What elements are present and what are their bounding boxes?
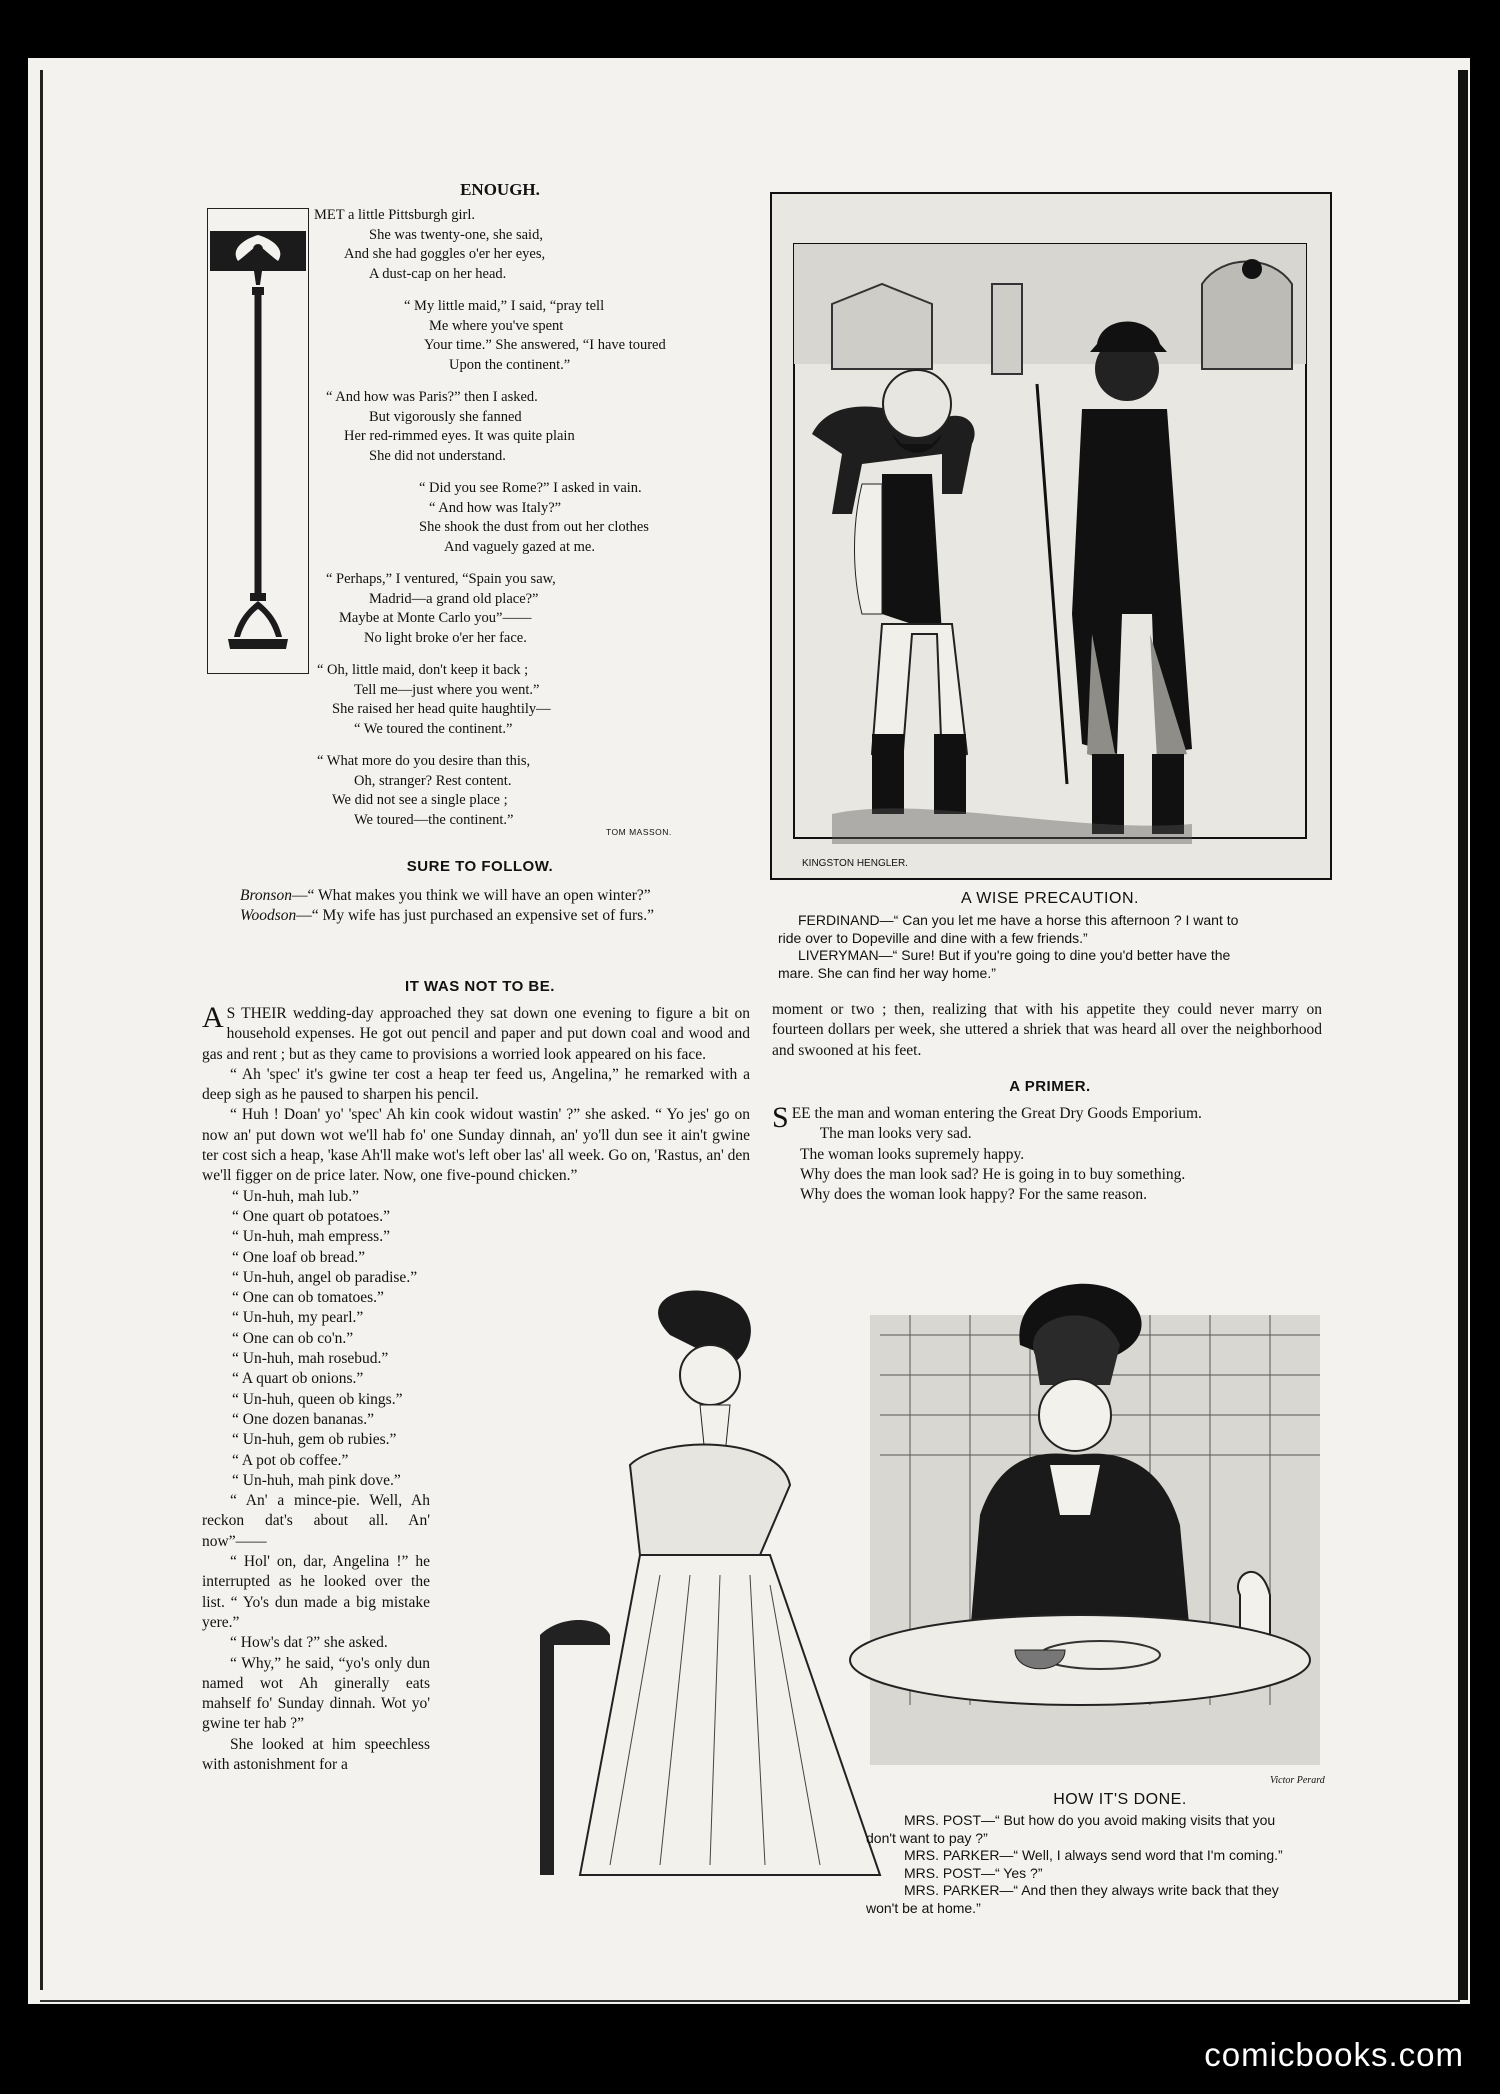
caption-line: MRS. PARKER—“ Well, I always send word that I'm coming.”	[904, 1847, 1283, 1863]
dialogue-line: “ Un-huh, gem ob rubies.”	[232, 1431, 397, 1449]
poem-line: “ Did you see Rome?” I asked in vain.	[419, 480, 642, 496]
dialogue-line: “ Un-huh, my pearl.”	[232, 1309, 364, 1327]
lamp-ornament-icon	[208, 209, 308, 673]
notbe-paragraph: “ Huh ! Doan' yo' 'spec' Ah kin cook widout wastin' ?” she asked. “ Yo jes' go on now an' put down wot we'll hab fo' one Sunday dinnah, an' yo'll dun see it ain't gwine ter cost sich a heap, 'kase Ah'll make wot's left ober las' all week. Go on, 'Rastus, an' den we'll figger on de price later. Now, one five-pound chicken.”	[202, 1106, 750, 1185]
dialogue-line: “ A quart ob onions.”	[232, 1370, 364, 1388]
speaker-name: Woodson	[240, 907, 297, 925]
page-edge-bottom	[40, 2000, 1460, 2002]
dialogue-line: “ One can ob co'n.”	[232, 1329, 354, 1347]
wise-title: A WISE PRECAUTION.	[961, 890, 1139, 907]
speaker-name: Bronson	[240, 887, 292, 904]
drop-cap: A	[202, 1001, 224, 1034]
poem-line: Me where you've spent	[429, 317, 564, 334]
poem-line: And she had goggles o'er her eyes,	[344, 246, 546, 262]
artist-signature: KINGSTON HENGLER.	[802, 858, 908, 869]
dialogue-line: “ Un-huh, mah empress.”	[232, 1228, 390, 1246]
primer-paragraph: The man looks very sad.	[819, 1125, 972, 1143]
sure-title: SURE TO FOLLOW.	[406, 858, 554, 875]
dialogue-line: “ A pot ob coffee.”	[232, 1451, 349, 1469]
primer-paragraph: The woman looks supremely happy.	[800, 1145, 1025, 1163]
notbe-paragraph: “ Why,” he said, “yo's only dun named wot Ah ginerally eats mahself fo' Sunday dinnah. Wot yo' gwine ter hab ?”	[202, 1654, 430, 1733]
dialogue-line: “ Un-huh, angel ob paradise.”	[232, 1268, 418, 1286]
caption-line: mare. She can find her way home.”	[778, 964, 996, 981]
sure-text	[202, 886, 727, 927]
caption-line: MRS. POST—“ Yes ?”	[904, 1864, 1043, 1881]
notbe-paragraph: “ An' a mince-pie. Well, Ah reckon dat's about all. An' now”——	[202, 1492, 430, 1550]
dialogue-line: “ Un-huh, mah rosebud.”	[232, 1350, 389, 1368]
narrow-column	[202, 1491, 430, 1775]
primer-paragraph: Why does the woman look happy? For the same reason.	[800, 1186, 1147, 1204]
wise-caption	[778, 912, 1338, 982]
poem-line: Upon the continent.”	[449, 356, 571, 373]
caption-line: won't be at home.”	[866, 1899, 981, 1916]
dialogue: —“ My wife has just purchased an expensive set of furs.”	[296, 907, 654, 925]
dialogue-line: “ Un-huh, mah pink dove.”	[232, 1471, 401, 1489]
stanza	[314, 661, 764, 739]
poem-line: “ And how was Italy?”	[429, 499, 562, 516]
poem-line: Tell me—just where you went.”	[354, 681, 540, 698]
ornament-column	[207, 208, 309, 674]
drop-cap: S	[772, 1101, 789, 1134]
page-edge-left	[40, 70, 43, 1990]
poem-line: Madrid—a grand old place?”	[369, 590, 539, 607]
dialogue-line: “ One loaf ob bread.”	[232, 1248, 365, 1266]
poem-line: MET a little Pittsburgh girl.	[314, 207, 475, 223]
dialogue-line: “ One can ob tomatoes.”	[232, 1289, 384, 1307]
stanza	[314, 297, 764, 375]
poem-line: She did not understand.	[369, 447, 506, 464]
poem-line: “ Perhaps,” I ventured, “Spain you saw,	[326, 571, 556, 587]
sure-paragraph	[202, 886, 727, 906]
poem-line: And vaguely gazed at me.	[444, 538, 595, 555]
dialogue-line: “ Un-huh, mah lub.”	[232, 1187, 359, 1205]
notbe-paragraph: “ How's dat ?” she asked.	[230, 1634, 388, 1652]
caption-line: don't want to pay ?”	[866, 1829, 988, 1846]
artist-signature: Victor Perard	[1270, 1775, 1325, 1786]
poem-line: A dust-cap on her head.	[369, 265, 507, 282]
enough-poem	[314, 206, 764, 843]
primer-paragraph: Why does the man look sad? He is going in to buy something.	[800, 1165, 1186, 1183]
poem-line: “ My little maid,” I said, “pray tell	[404, 298, 605, 314]
two-men-horse-illustration	[772, 194, 1330, 878]
how-caption	[866, 1812, 1336, 1917]
caption-line: ride over to Dopeville and dine with a few friends.”	[778, 929, 1088, 946]
poem-line: Her red-rimmed eyes. It was quite plain	[344, 428, 575, 444]
dialogue: —“ What makes you think we will have an open winter?”	[291, 887, 651, 904]
poem-line: She shook the dust from out her clothes	[419, 519, 649, 535]
notbe-paragraph: “ Ah 'spec' it's gwine ter cost a heap ter feed us, Angelina,” he remarked with a deep sigh as he paused to sharpen his pencil.	[202, 1065, 750, 1104]
poem-line: We did not see a single place ;	[332, 792, 508, 808]
dialogue-line: “ One quart ob potatoes.”	[232, 1207, 390, 1225]
notbe-paragraph: A S THEIR wedding-day approached they sat down one evening to figure a bit on household expenses. He got out pencil and paper and put down coal and wood and gas and rent ; but as they came to provisions a worried look appeared on his face.	[202, 1001, 750, 1063]
primer-body	[772, 1101, 1322, 1205]
poem-line: No light broke o'er her face.	[364, 629, 527, 646]
site-watermark: comicbooks.com	[1204, 2036, 1464, 2073]
wise-precaution-illustration	[770, 192, 1332, 880]
poem-line: Your time.” She answered, “I have toured	[424, 337, 666, 353]
poem-line: “ And how was Paris?” then I asked.	[326, 389, 538, 405]
stanza	[314, 570, 764, 648]
poem-line: We toured—the continent.”	[354, 811, 514, 828]
primer-title: A PRIMER.	[1009, 1078, 1091, 1095]
notbe-title: IT WAS NOT TO BE.	[405, 978, 555, 995]
poem-line: But vigorously she fanned	[369, 408, 522, 425]
stanza	[314, 206, 764, 284]
poem-line: She was twenty-one, she said,	[369, 226, 543, 243]
caption-line: MRS. POST—“ But how do you avoid making visits that you	[904, 1812, 1276, 1828]
poem-author: TOM MASSON.	[606, 827, 672, 837]
stanza	[314, 388, 764, 466]
caption-line: MRS. PARKER—“ And then they always write back that they	[904, 1882, 1279, 1898]
dialogue-line: “ One dozen bananas.”	[232, 1410, 375, 1428]
how-title: HOW IT'S DONE.	[1053, 1791, 1187, 1808]
caption-line: LIVERYMAN—“ Sure! But if you're going to dine you'd better have the	[798, 947, 1231, 963]
poem-line: Maybe at Monte Carlo you”——	[339, 610, 532, 626]
caption-line: FERDINAND—“ Can you let me have a horse this afternoon ? I want to	[798, 912, 1239, 928]
notbe-paragraph: She looked at him speechless with astonishment for a	[202, 1735, 430, 1773]
primer-paragraph: SEE the man and woman entering the Great Dry Goods Emporium.	[772, 1101, 1202, 1134]
dialogue-line: “ Un-huh, queen ob kings.”	[232, 1390, 403, 1408]
poem-line: Oh, stranger? Rest content.	[354, 772, 512, 789]
notbe-paragraph: “ Hol' on, dar, Angelina !” he interrupted as he looked over the list. “ Yo's dun made a big mistake yere.”	[202, 1553, 430, 1631]
stanza	[314, 479, 764, 557]
poem-line: “ What more do you desire than this,	[317, 753, 531, 769]
sure-paragraph	[202, 906, 727, 926]
page-edge-right	[1458, 70, 1468, 2000]
poem-line: “ We toured the continent.”	[354, 720, 513, 737]
stanza	[314, 752, 764, 830]
poem-line: “ Oh, little maid, don't keep it back ;	[317, 662, 529, 678]
notbe-continued: moment or two ; then, realizing that with his appetite they could never marry on fourteen dollars per week, she uttered a shriek that was heard all over the neighborhood and swooned at his feet.	[772, 1001, 1322, 1059]
enough-title: ENOUGH.	[460, 180, 540, 199]
poem-line: She raised her head quite haughtily—	[332, 701, 551, 717]
